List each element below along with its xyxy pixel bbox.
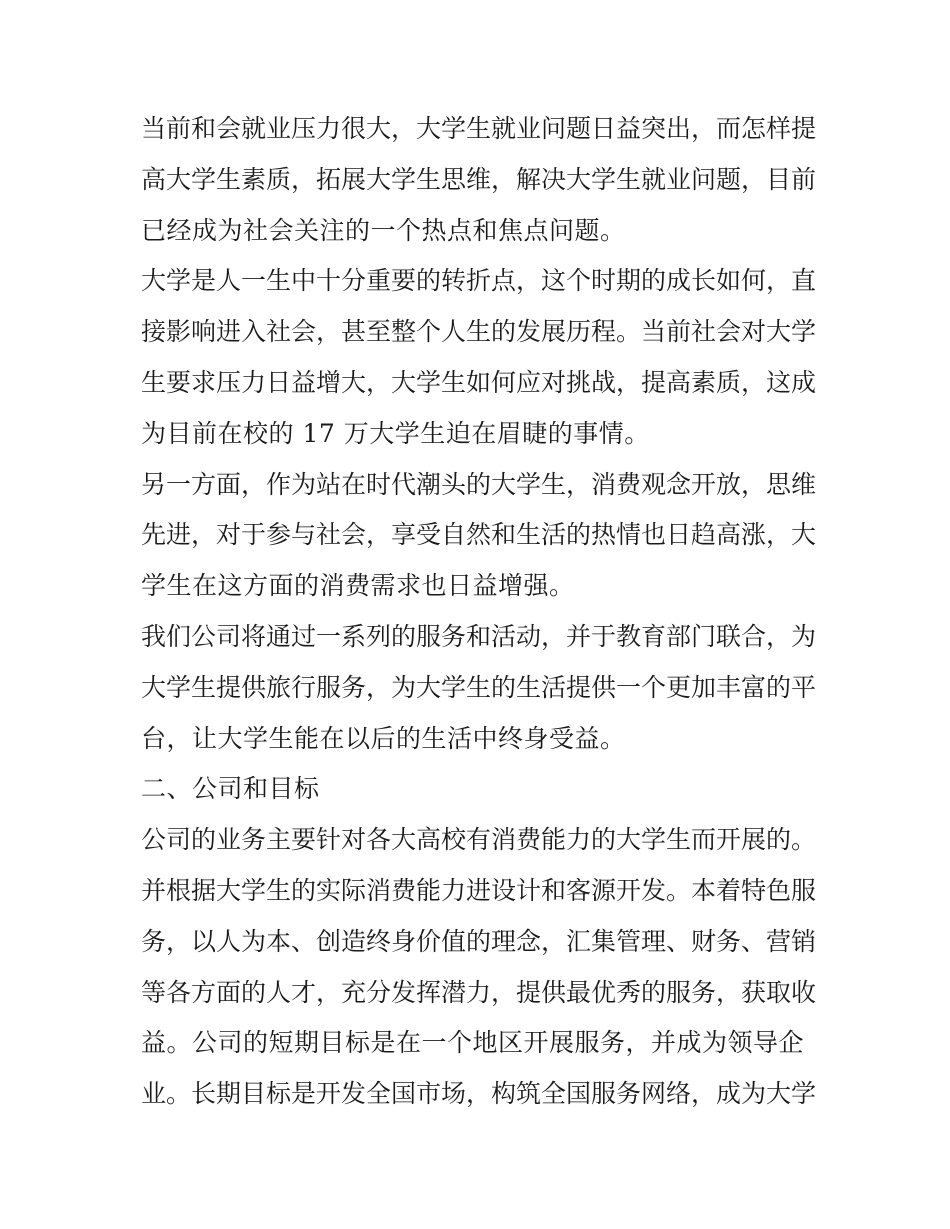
text-line-company-plan-1: 我们公司将通过一系列的服务和活动，并于教育部门联合，为 xyxy=(141,622,817,651)
text-line-university-2: 接影响进入社会，甚至整个人生的发展历程。当前社会对大学 xyxy=(141,317,817,346)
text-line-university-4: 为目前在校的 17 万大学生迫在眉睫的事情。 xyxy=(141,419,650,448)
text-line-intro-1: 当前和会就业压力很大，大学生就业问题日益突出，而怎样提 xyxy=(141,114,817,143)
text-line-business-1: 公司的业务主要针对各大高校有消费能力的大学生而开展的。 xyxy=(141,825,817,854)
text-line-consumption-2: 先进，对于参与社会，享受自然和生活的热情也日趋高涨，大 xyxy=(141,520,817,549)
text-line-business-2: 并根据大学生的实际消费能力进设计和客源开发。本着特色服 xyxy=(141,876,817,905)
section-heading-company-goals: 二、公司和目标 xyxy=(141,774,320,803)
text-line-university-1: 大学是人一生中十分重要的转折点，这个时期的成长如何，直 xyxy=(141,266,817,295)
text-line-consumption-1: 另一方面，作为站在时代潮头的大学生，消费观念开放，思维 xyxy=(141,470,817,499)
text-line-business-4: 等各方面的人才，充分发挥潜力，提供最优秀的服务，获取收 xyxy=(141,978,817,1007)
text-line-company-plan-3: 台，让大学生能在以后的生活中终身受益。 xyxy=(141,724,626,753)
text-line-intro-2: 高大学生素质，拓展大学生思维，解决大学生就业问题，目前 xyxy=(141,165,817,194)
text-line-consumption-3: 学生在这方面的消费需求也日益增强。 xyxy=(141,571,575,600)
text-line-business-5: 益。公司的短期目标是在一个地区开展服务，并成为领导企 xyxy=(141,1028,805,1057)
text-line-business-3: 务，以人为本、创造终身价值的理念，汇集管理、财务、营销 xyxy=(141,927,817,956)
text-line-intro-3: 已经成为社会关注的一个热点和焦点问题。 xyxy=(141,216,626,245)
text-line-university-3: 生要求压力日益增大，大学生如何应对挑战，提高素质，这成 xyxy=(141,368,817,397)
text-line-business-6: 业。长期目标是开发全国市场，构筑全国服务网络，成为大学 xyxy=(141,1079,817,1108)
text-line-company-plan-2: 大学生提供旅行服务，为大学生的生活提供一个更加丰富的平 xyxy=(141,673,817,702)
